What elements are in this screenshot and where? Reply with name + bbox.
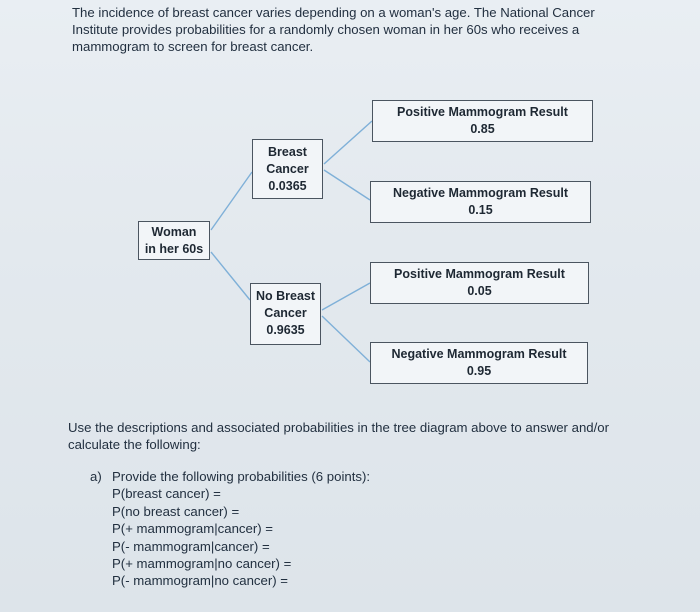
edge-nbc-positive (322, 283, 370, 310)
node-bc-negative-mammogram (370, 181, 591, 223)
node-bc-negative-label: Negative Mammogram Result (392, 186, 569, 200)
node-woman-60s (138, 221, 210, 260)
node-bc-line2: Cancer (266, 162, 309, 176)
intro-paragraph: The incidence of breast cancer varies depending on a woman's age. The National Cancer Institute provides probabilities for a randomly chosen woman in her 60s who receives a mammogram to screen for breast cancer. (72, 5, 595, 54)
node-bc-positive-prob: 0.85 (470, 122, 495, 136)
node-no-breast-cancer (250, 283, 321, 345)
probability-item: P(- mammogram|no cancer) = (112, 573, 289, 589)
part-a-prompt: Provide the following probabilities (6 points): (112, 469, 371, 484)
node-nbc-positive-label: Positive Mammogram Result (394, 267, 565, 281)
edge-nbc-negative (322, 316, 370, 362)
node-bc-prob: 0.0365 (268, 179, 307, 193)
probability-item: P(- mammogram|cancer) = (112, 538, 270, 554)
node-nbc-negative-mammogram (370, 342, 588, 384)
node-nbc-line2: Cancer (264, 306, 307, 320)
probability-item: P(breast cancer) = (112, 486, 221, 502)
part-a (90, 468, 490, 590)
edge-bc-negative (324, 170, 370, 200)
node-nbc-negative-prob: 0.95 (466, 364, 492, 378)
node-bc-positive-label: Positive Mammogram Result (397, 105, 568, 119)
node-breast-cancer (252, 139, 323, 199)
node-woman-line2: in her 60s (144, 242, 204, 256)
node-nbc-negative-label: Negative Mammogram Result (391, 347, 567, 361)
probability-item: P(+ mammogram|cancer) = (112, 521, 273, 537)
node-nbc-prob: 0.9635 (266, 323, 305, 337)
probability-item: P(+ mammogram|no cancer) = (112, 555, 292, 571)
probability-item: P(no breast cancer) = (112, 503, 240, 519)
node-nbc-line1: No Breast (255, 289, 316, 303)
question-instructions: Use the descriptions and associated probabilities in the tree diagram above to answer and/or calculate the following: (68, 420, 610, 452)
part-a-label: a) (90, 469, 102, 484)
edge-bc-positive (324, 121, 372, 164)
edge-root-breast-cancer (211, 172, 252, 230)
node-bc-line1: Breast (268, 145, 307, 159)
node-nbc-positive-prob: 0.05 (467, 284, 492, 298)
edge-root-no-breast-cancer (211, 252, 250, 300)
probability-list (112, 485, 490, 589)
node-woman-line1: Woman (151, 225, 197, 239)
part-a-prompt-line (90, 468, 490, 485)
node-nbc-positive-mammogram (370, 262, 589, 304)
node-bc-negative-prob: 0.15 (468, 203, 493, 217)
node-bc-positive-mammogram (372, 100, 593, 142)
